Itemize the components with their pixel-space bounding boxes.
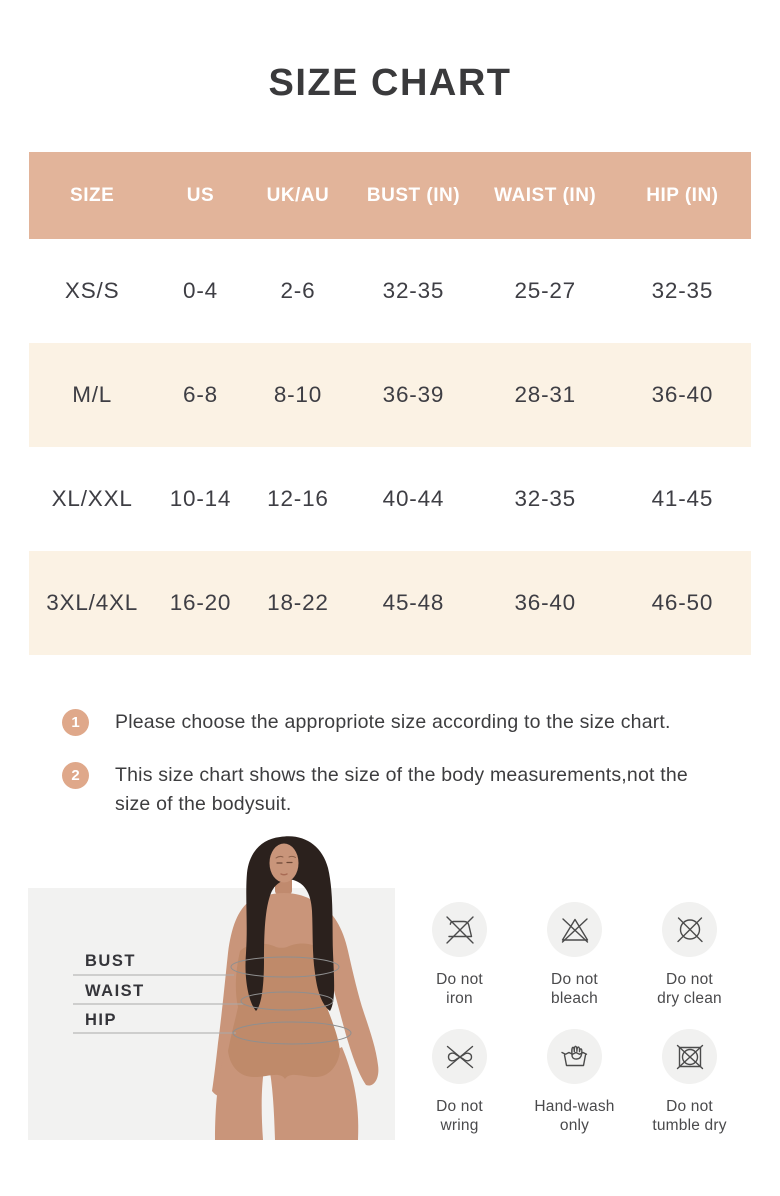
cell-bust: 32-35 [382,278,445,303]
size-table [29,152,751,655]
cell-size: XL/XXL [51,486,133,511]
cell-uk-au: 18-22 [267,590,329,615]
care-label: Hand-wash only [534,1098,615,1134]
cell-uk-au: 12-16 [267,486,329,511]
care-label: Do not wring [436,1098,483,1134]
cell-waist: 25-27 [514,278,576,303]
cell-us: 6-8 [183,382,218,407]
care-instructions-grid [402,902,747,1135]
cell-size: XS/S [64,278,120,303]
care-item [517,1029,632,1135]
column-header-uk-au: UK/AU [266,184,330,206]
column-header-waist: WAIST (IN) [494,184,597,206]
note-item [62,708,671,737]
note-number-badge: 1 [62,709,89,736]
table-row [29,239,751,343]
care-label: Do not bleach [551,971,598,1007]
table-row [29,343,751,447]
hand-wash-only-icon [547,1029,602,1084]
cell-hip: 36-40 [651,382,714,407]
note-text: This size chart shows the size of the body measurements,not the size of the bodysuit. [115,764,688,815]
cell-waist: 36-40 [514,590,576,615]
cell-waist: 28-31 [514,382,576,407]
note-number-badge: 2 [62,762,89,789]
note-text: Please choose the appropriote size according to the size chart. [115,711,671,733]
bust-label: BUST [85,952,136,970]
table-row [29,551,751,655]
care-label: Do not dry clean [657,971,722,1007]
cell-size: 3XL/4XL [46,590,139,615]
size-table-header [29,152,751,239]
cell-bust: 45-48 [382,590,445,615]
do-not-wring-icon [432,1029,487,1084]
care-item [402,1029,517,1135]
cell-size: M/L [72,382,113,407]
cell-us: 10-14 [169,486,232,511]
cell-uk-au: 8-10 [273,382,323,407]
care-item [517,902,632,1008]
cell-waist: 32-35 [514,486,576,511]
do-not-tumble-dry-icon [662,1029,717,1084]
column-header-hip: HIP (IN) [646,184,719,206]
care-item [632,902,747,1008]
column-header-us: US [186,184,215,206]
care-label: Do not iron [436,971,483,1007]
cell-hip: 46-50 [651,590,714,615]
cell-bust: 36-39 [382,382,445,407]
waist-label: WAIST [85,982,145,1000]
cell-bust: 40-44 [382,486,445,511]
cell-hip: 41-45 [651,486,714,511]
page-title: SIZE CHART [268,62,512,104]
do-not-iron-icon [432,902,487,957]
care-item [632,1029,747,1135]
care-label: Do not tumble dry [652,1098,727,1134]
cell-us: 0-4 [183,278,218,303]
cell-uk-au: 2-6 [280,278,316,303]
cell-hip: 32-35 [651,278,714,303]
note-item [62,761,715,819]
column-header-bust: BUST (IN) [366,184,461,206]
care-item [402,902,517,1008]
cell-us: 16-20 [169,590,232,615]
table-row [29,447,751,551]
do-not-dry-clean-icon [662,902,717,957]
do-not-bleach-icon [547,902,602,957]
column-header-size: SIZE [70,184,115,206]
hip-label: HIP [85,1011,118,1029]
